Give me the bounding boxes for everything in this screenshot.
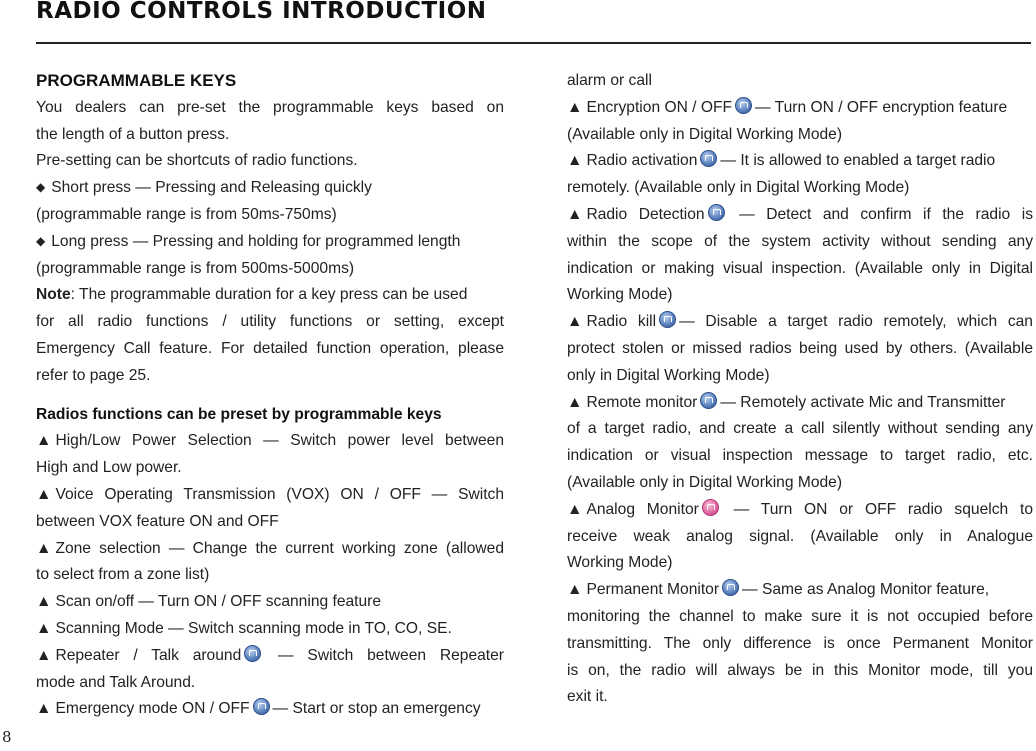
function-item-cont: transmitting. The only difference is once Permanent Monitor (567, 634, 1033, 652)
intro-text: You dealers can pre-set the programmable keys based on (36, 98, 504, 116)
triangle-bullet-icon: ▲ (36, 539, 52, 557)
function-item-cont: exit it. (567, 688, 608, 706)
function-item: ▲ Remote monitor — Remotely activate Mic and Transmitter (567, 390, 1033, 417)
function-item: ▲ Analog Monitor — Turn ON or OFF radio squelch to (567, 497, 1033, 524)
function-item: ▲ Radio Detection — Detect and confirm if the radio is (567, 202, 1033, 229)
section-heading: PROGRAMMABLE KEYS (36, 71, 237, 90)
left-column (36, 68, 504, 723)
function-item-cont: mode and Talk Around. (36, 673, 196, 691)
triangle-bullet-icon: ▲ (36, 593, 52, 611)
function-item-cont: protect stolen or missed radios being used by others. (Available (567, 339, 1033, 357)
function-item: ▲ Radio kill — Disable a target radio remotely, which can (567, 309, 1033, 336)
function-item: ▲ Repeater / Talk around — Switch between Repeater (36, 643, 504, 670)
triangle-bullet-icon: ▲ (36, 432, 52, 450)
function-item-cont: alarm or call (567, 72, 652, 89)
programmable-key-icon (708, 204, 725, 221)
triangle-bullet-icon: ▲ (36, 485, 52, 503)
diamond-bullet-icon: ◆ (36, 180, 46, 195)
function-item-cont: (Available only in Digital Working Mode) (567, 473, 843, 491)
intro-text: Pre-setting can be shortcuts of radio functions. (36, 152, 358, 170)
short-press-item: ◆ Short press — Pressing and Releasing quickly (36, 175, 504, 202)
note-label: Note (36, 286, 71, 304)
functions-subheading: Radios functions can be preset by programmable keys (36, 405, 442, 423)
function-item-cont: between VOX feature ON and OFF (36, 512, 279, 530)
function-item: ▲ Permanent Monitor — Same as Analog Monitor feature, (567, 577, 1033, 604)
triangle-bullet-icon: ▲ (567, 152, 583, 170)
triangle-bullet-icon: ▲ (567, 581, 583, 599)
triangle-bullet-icon: ▲ (567, 313, 583, 331)
right-column (567, 68, 1033, 711)
programmable-key-icon (722, 579, 739, 596)
function-item-cont: (Available only in Digital Working Mode) (567, 125, 843, 143)
function-item-cont: indication or visual inspection message to target radio, etc. (567, 447, 1033, 465)
programmable-key-icon (659, 311, 676, 328)
intro-text: the length of a button press. (36, 125, 230, 143)
page-number: 8 (2, 728, 12, 746)
function-item: ▲ Radio activation — It is allowed to enabled a target radio (567, 148, 1033, 175)
function-item-cont: receive weak analog signal. (Available only in Analogue (567, 527, 1033, 545)
triangle-bullet-icon: ▲ (567, 500, 583, 518)
function-item-cont: only in Digital Working Mode) (567, 366, 770, 384)
function-item-cont: remotely. (Available only in Digital Working Mode) (567, 179, 910, 197)
function-item-cont: of a target radio, and create a call silently without sending any (567, 420, 1033, 438)
function-item: ▲ Encryption ON / OFF — Turn ON / OFF encryption feature (567, 95, 1033, 122)
triangle-bullet-icon: ▲ (36, 700, 52, 718)
triangle-bullet-icon: ▲ (567, 98, 583, 116)
title-divider (36, 42, 1031, 44)
function-item-cont: to select from a zone list) (36, 566, 210, 584)
function-item-cont: within the scope of the system activity without sending any (567, 232, 1033, 250)
programmable-key-icon (253, 698, 270, 715)
long-press-item: ◆ Long press — Pressing and holding for programmed length (36, 229, 504, 256)
function-item: ▲ Emergency mode ON / OFF — Start or stop an emergency (36, 696, 504, 723)
page-title: RADIO CONTROLS INTRODUCTION (36, 0, 487, 24)
function-item: ▲ Scanning Mode — Switch scanning mode in TO, CO, SE. (36, 616, 504, 643)
triangle-bullet-icon: ▲ (567, 393, 583, 411)
function-item-cont: is on, the radio will always be in this Monitor mode, till you (567, 661, 1033, 679)
note-text: refer to page 25. (36, 366, 151, 384)
monitor-key-icon (702, 499, 719, 516)
note-text: for all radio functions / utility functions or setting, except (36, 313, 504, 331)
function-item-cont: High and Low power. (36, 459, 182, 477)
short-press-range: (programmable range is from 50ms-750ms) (36, 205, 337, 223)
programmable-key-icon (700, 392, 717, 409)
function-item: ▲ High/Low Power Selection — Switch power level between (36, 428, 504, 455)
function-item-cont: Working Mode) (567, 554, 673, 572)
function-item: ▲ Voice Operating Transmission (VOX) ON / OFF — Switch (36, 482, 504, 509)
note-text: Emergency Call feature. For detailed function operation, please (36, 339, 504, 357)
function-item: ▲ Zone selection — Change the current working zone (allowed (36, 536, 504, 563)
triangle-bullet-icon: ▲ (567, 205, 583, 223)
triangle-bullet-icon: ▲ (36, 646, 52, 664)
function-item-cont: monitoring the channel to make sure it is not occupied before (567, 607, 1033, 625)
programmable-key-icon (700, 150, 717, 167)
function-item: ▲ Scan on/off — Turn ON / OFF scanning feature (36, 589, 504, 616)
function-item-cont: Working Mode) (567, 286, 673, 304)
programmable-key-icon (244, 645, 261, 662)
long-press-range: (programmable range is from 500ms-5000ms) (36, 259, 355, 277)
programmable-key-icon (735, 97, 752, 114)
triangle-bullet-icon: ▲ (36, 619, 52, 637)
note-text: Note: The programmable duration for a key press can be used (36, 286, 468, 304)
function-item-cont: indication or making visual inspection. (Available only in Digital (567, 259, 1033, 277)
diamond-bullet-icon: ◆ (36, 233, 46, 248)
